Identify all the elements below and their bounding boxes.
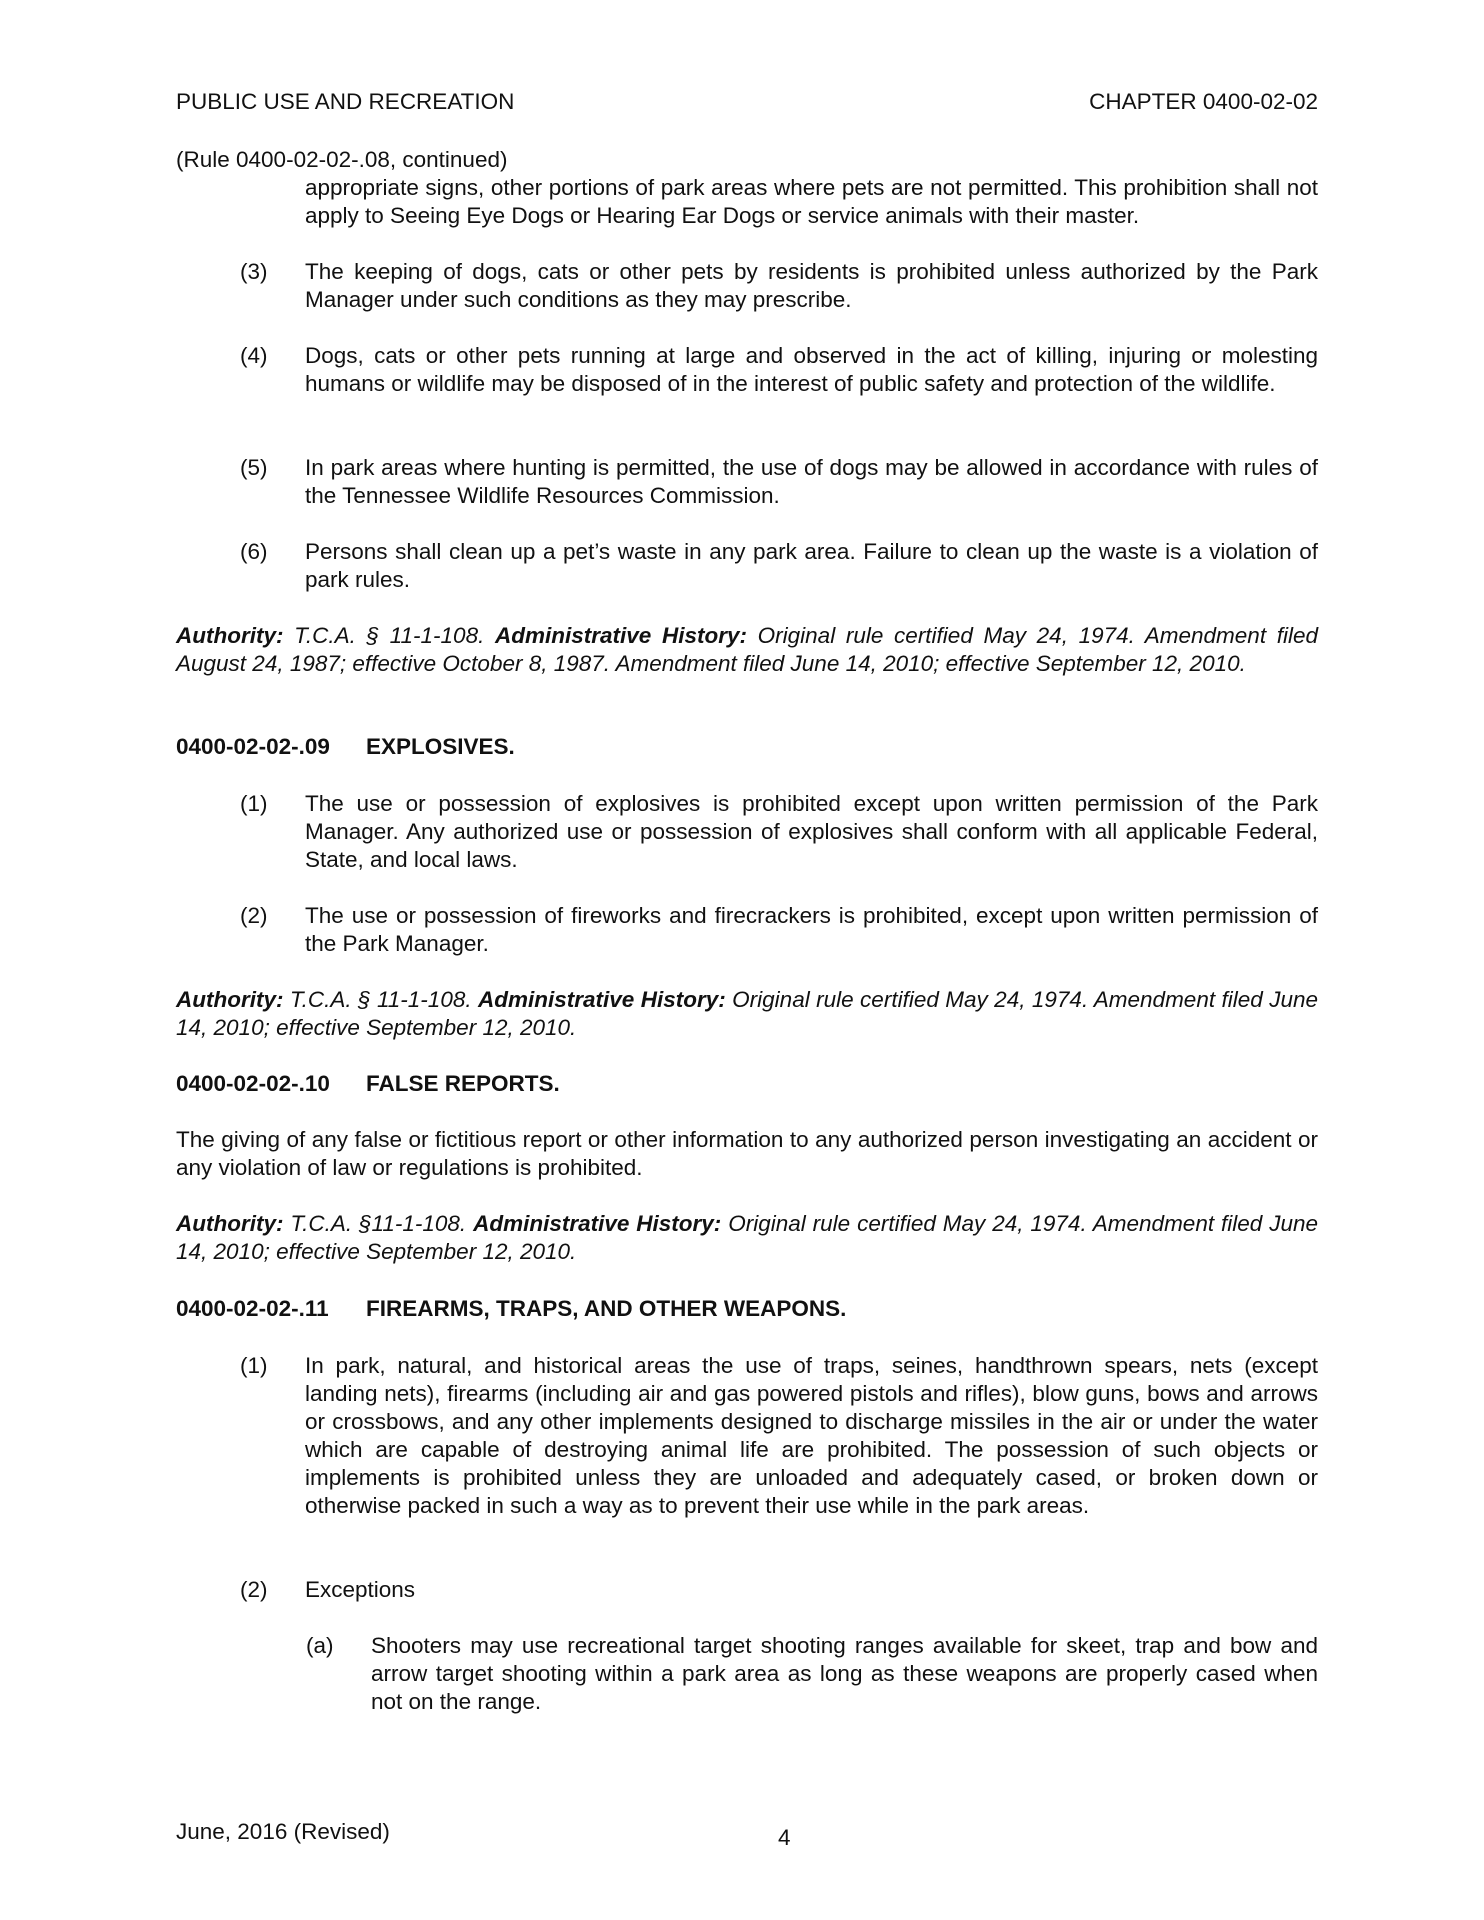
rule11-item-1 [240,1352,1318,1520]
authority-rule08 [176,622,1318,678]
authority-text: T.C.A. § 11-1-108. [283,623,496,648]
rule11-item-2 [240,1576,1318,1604]
authority-text: T.C.A. §11-1-108. [283,1211,474,1236]
item-text: The keeping of dogs, cats or other pets by residents is prohibited unless authorized by the Park Manager under such conditions as they may prescribe. [305,259,1318,312]
history-label: Administrative History: [478,987,726,1012]
rule09-heading [176,733,515,761]
rule09-item-1 [240,790,1318,874]
item-text: The use or possession of explosives is prohibited except upon written permission of the Park Manager. Any authorized use or possession of explosives shall conform with all applicable Federal, State, and local laws. [305,791,1318,872]
rule10-text: The giving of any false or fictitious report or other information to any authorized person investigating an accident or any violation of law or regulations is prohibited. [176,1127,1318,1180]
rule-title: FALSE REPORTS. [366,1071,560,1096]
authority-text: T.C.A. § 11-1-108. [283,987,479,1012]
item-number: (2) [240,1577,268,1602]
authority-label: Authority: [176,987,284,1012]
item-number: (2) [240,903,268,928]
authority-label: Authority: [176,623,284,648]
rule08-item-3 [240,258,1318,314]
subitem-text: Shooters may use recreational target shooting ranges available for skeet, trap and bow and arrow target shooting within a park area as long as these weapons are properly cased when not on the range. [371,1633,1318,1714]
continued-section [176,146,1318,230]
item-number: (1) [240,791,268,816]
authority-rule09 [176,986,1318,1042]
item-text: Dogs, cats or other pets running at large and observed in the act of killing, injuring or molesting humans or wildlife may be disposed of in the interest of public safety and protection of the wildlife. [305,343,1318,396]
item-text: Persons shall clean up a pet’s waste in any park area. Failure to clean up the waste is a violation of park rules. [305,539,1318,592]
item-number: (4) [240,343,268,368]
rule11-heading [176,1295,846,1323]
rule-code: 0400-02-02-.11 [176,1296,329,1321]
rule08-item-4 [240,342,1318,398]
rule08-item-6 [240,538,1318,594]
continued-text: appropriate signs, other portions of park areas where pets are not permitted. This prohibition shall not apply to Seeing Eye Dogs or Hearing Ear Dogs or service animals with their master. [305,175,1318,228]
history-label: Administrative History: [495,623,747,648]
rule08-item-5 [240,454,1318,510]
item-text: Exceptions [305,1577,416,1602]
footer-date: June, 2016 (Revised) [176,1819,390,1844]
item-text: In park areas where hunting is permitted, the use of dogs may be allowed in accordance with rules of the Tennessee Wildlife Resources Commission. [305,455,1318,508]
page-header [176,88,1318,116]
item-number: (6) [240,539,268,564]
item-number: (1) [240,1353,268,1378]
rule10-heading [176,1070,560,1098]
continued-label: (Rule 0400-02-02-.08, continued) [176,147,508,172]
rule11-subitem-a [306,1632,1318,1716]
history-label: Administrative History: [473,1211,722,1236]
history-text: Original rule certified May 24, 1974. Amendment filed August 24, 1987; effective October 8, 1987. Amendment filed June 14, 2010; effective September 12, 2010. [176,623,1319,676]
item-text: In park, natural, and historical areas the use of traps, seines, handthrown spears, nets (except landing nets), firearms (including air and gas powered pistols and rifles), blow guns, bows and arrows or crossbows, and any other implements designed to discharge missiles in the air or under the water which are capable of destroying animal life are prohibited. The possession of such objects or implements is prohibited unless they are unloaded and adequately cased, or broken down or otherwise packed in such a way as to prevent their use while in the park areas. [305,1353,1318,1518]
rule-code: 0400-02-02-.09 [176,734,330,759]
subitem-letter: (a) [306,1633,334,1658]
item-number: (3) [240,259,268,284]
rule-title: FIREARMS, TRAPS, AND OTHER WEAPONS. [366,1296,847,1321]
rule-title: EXPLOSIVES. [366,734,515,759]
rule-code: 0400-02-02-.10 [176,1071,330,1096]
authority-rule10 [176,1210,1318,1266]
item-text: The use or possession of fireworks and firecrackers is prohibited, except upon written permission of the Park Manager. [305,903,1318,956]
history-text: Original rule certified May 24, 1974. Amendment filed June 14, 2010; effective September 12, 2010. [176,1211,1318,1264]
document-page [176,0,1318,1920]
authority-label: Authority: [176,1211,284,1236]
rule09-item-2 [240,902,1318,958]
header-title: PUBLIC USE AND RECREATION [176,89,515,114]
history-text: Original rule certified May 24, 1974. Amendment filed June 14, 2010; effective September 12, 2010. [176,987,1318,1040]
page-number: 4 [778,1825,791,1850]
header-chapter: CHAPTER 0400-02-02 [1089,89,1318,114]
item-number: (5) [240,455,268,480]
